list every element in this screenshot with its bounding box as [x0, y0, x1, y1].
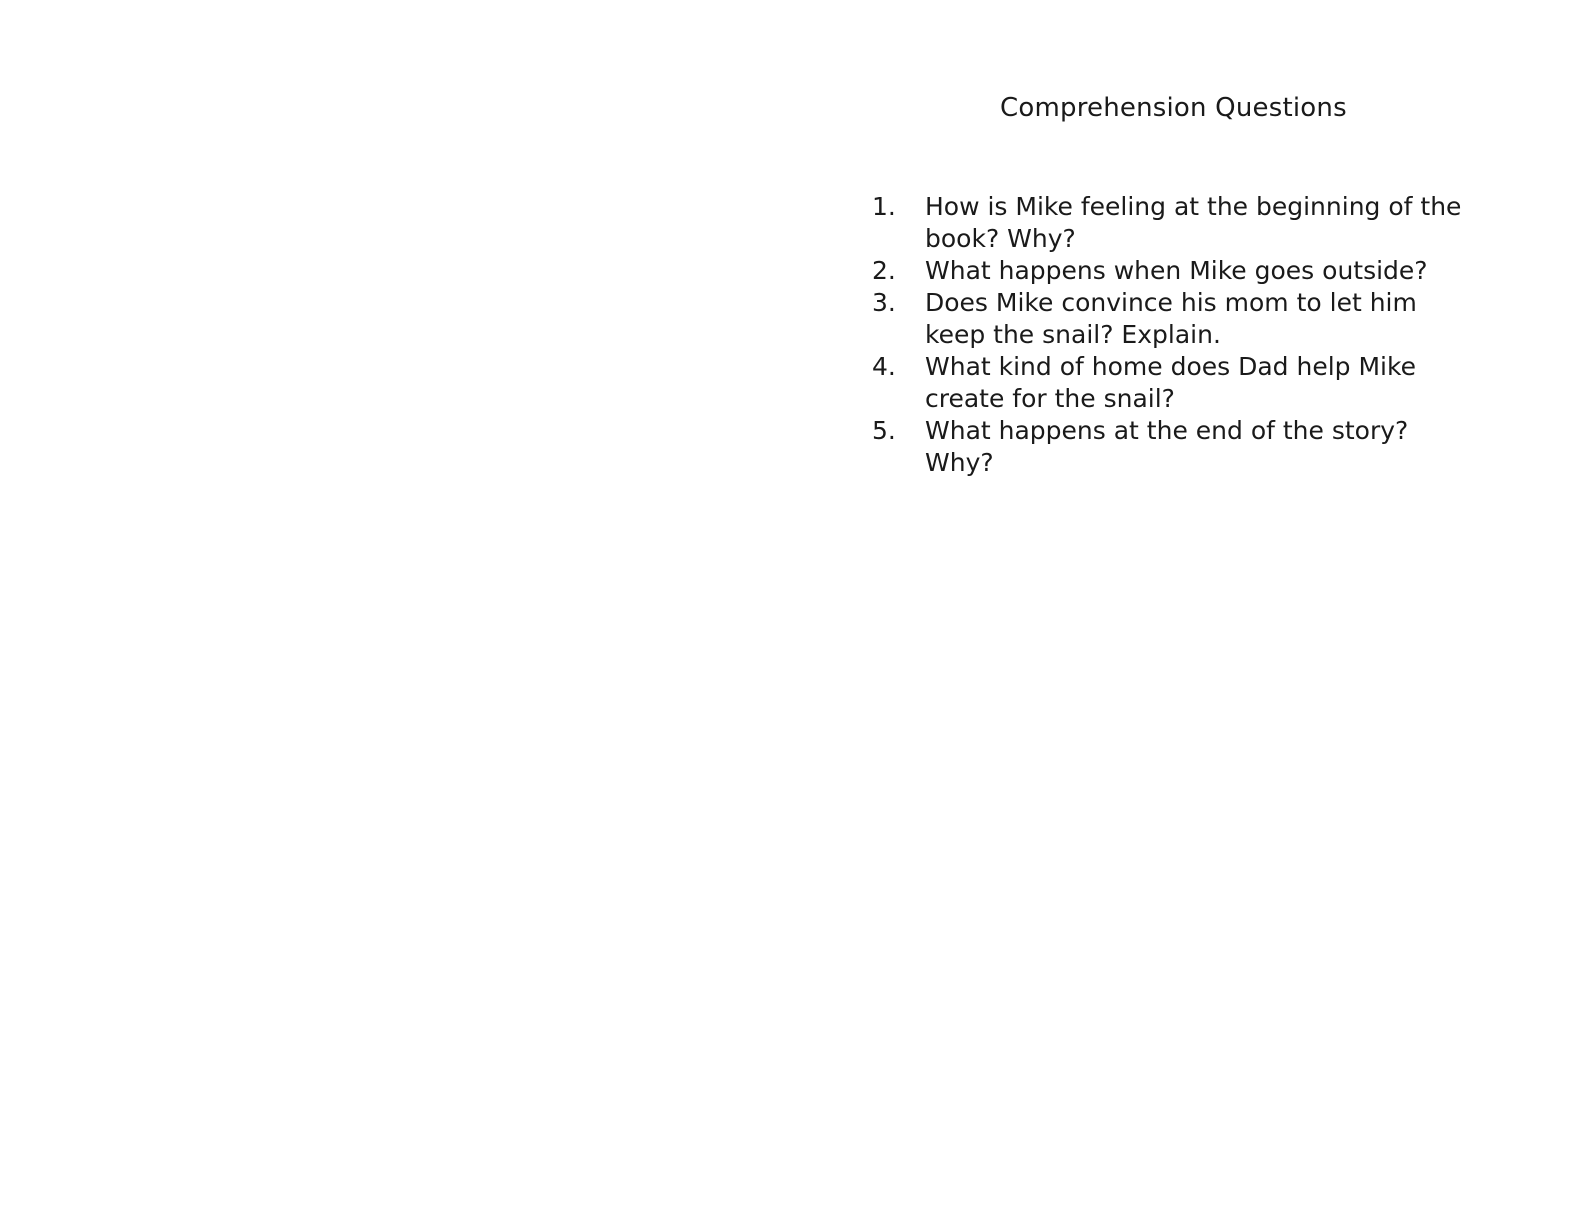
question-text-line: Why? [925, 448, 994, 477]
question-text-line: Does Mike convince his mom to let him [925, 288, 1417, 317]
question-text-line: keep the snail? Explain. [925, 320, 1221, 349]
question-number: 5. [872, 416, 896, 445]
question-text-line: What kind of home does Dad help Mike [925, 352, 1416, 381]
question-list [872, 191, 1512, 479]
question-item [872, 255, 1512, 287]
question-text-line: How is Mike feeling at the beginning of the [925, 192, 1462, 221]
question-item [872, 351, 1512, 415]
question-text-line: create for the snail? [925, 384, 1175, 413]
question-number: 3. [872, 288, 896, 317]
question-item [872, 287, 1512, 351]
question-number: 2. [872, 256, 896, 285]
question-item [872, 415, 1512, 479]
question-text-line: What happens at the end of the story? [925, 416, 1409, 445]
question-item [872, 191, 1512, 255]
question-number: 4. [872, 352, 896, 381]
question-text-line: book? Why? [925, 224, 1076, 253]
page-title: Comprehension Questions [1000, 93, 1347, 123]
question-number: 1. [872, 192, 896, 221]
question-text-line: What happens when Mike goes outside? [925, 256, 1428, 285]
